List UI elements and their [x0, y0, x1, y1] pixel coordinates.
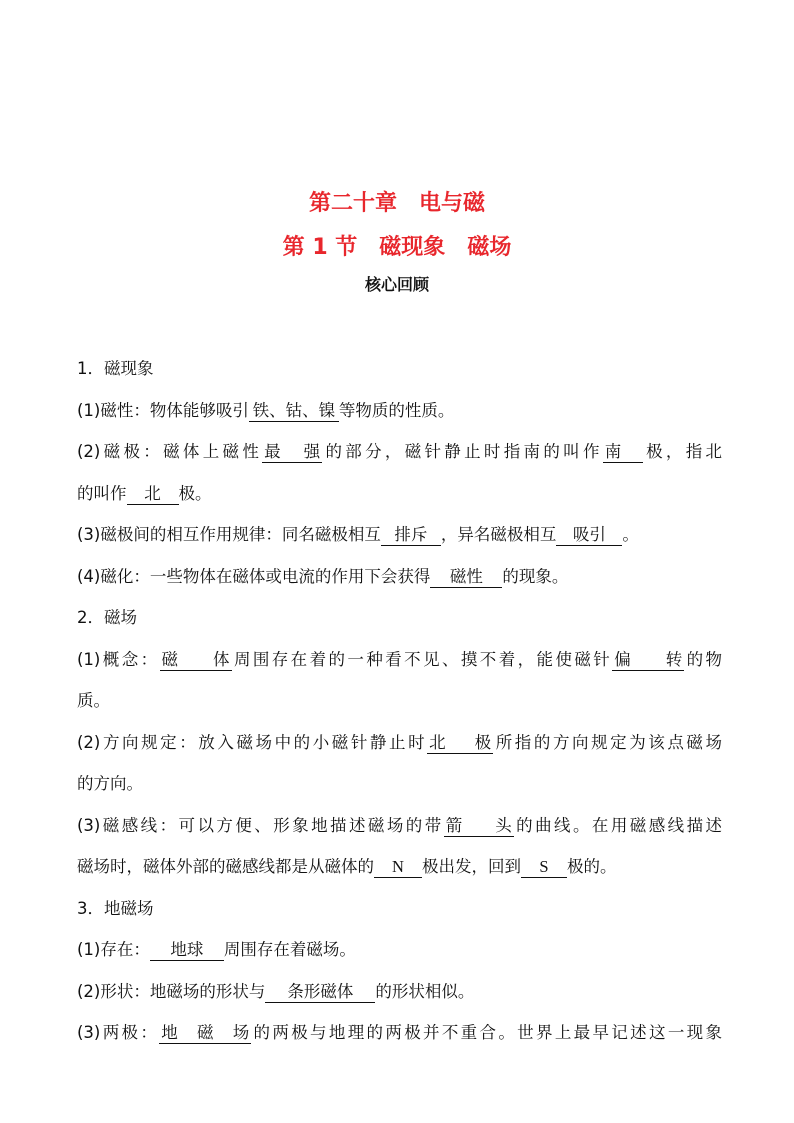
item-text: 周围存在着的一种看不见、摸不着，能使磁针 [231, 649, 613, 669]
item-concept [77, 639, 722, 681]
answer-blank: S [521, 857, 567, 878]
answer-blank: 磁体 [161, 649, 230, 669]
chapter-title [0, 186, 794, 217]
item-text: (3)磁极间的相互作用规律：同名磁极相互 [77, 525, 381, 544]
item-magnetism [77, 390, 722, 432]
item-concept-cont: 质。 [77, 691, 110, 710]
section-heading-3: 3．地磁场 [77, 898, 154, 918]
answer-blank: N [374, 857, 422, 878]
item-text: (2)方向规定：放入磁场中的小磁针静止时 [77, 732, 428, 752]
item-existence [77, 929, 722, 971]
content-body [77, 348, 722, 1054]
item-text: (3)磁感线：可以方便、形象地描述磁场的带 [77, 815, 444, 835]
item-direction [77, 722, 722, 764]
review-heading: 核心回顾 [364, 275, 429, 294]
item-text: (3)两极： [77, 1023, 160, 1042]
item-text: 极，指北 [642, 442, 723, 461]
answer-blank: 箭头 [445, 815, 512, 835]
item-magnetization [77, 556, 722, 598]
chapter-number: 第二十章 [308, 191, 397, 216]
item-field-lines-cont [77, 846, 722, 888]
item-text: 所指的方向规定为该点磁场 [493, 732, 723, 752]
section-topic-b: 磁场 [467, 235, 512, 260]
answer-blank: 地磁场 [161, 1023, 250, 1042]
item-text: (1)磁性：物体能够吸引 [77, 400, 249, 420]
item-text: ，异名磁极相互 [440, 525, 557, 544]
answer-blank: 铁、钴、镍 [249, 401, 339, 422]
item-text: 极。 [178, 483, 212, 503]
item-text: 。 [622, 525, 639, 544]
item-pole-interaction [77, 514, 722, 556]
item-shape [77, 971, 722, 1013]
answer-blank: 最强 [264, 442, 321, 461]
item-text: 的两极与地理的两极并不重合。世界上最早记述这一现象 [251, 1023, 723, 1042]
item-text: (1)概念： [77, 649, 160, 669]
item-text: 极的。 [567, 857, 617, 876]
item-direction-cont: 的方向。 [77, 774, 143, 793]
item-text: 的现象。 [502, 566, 569, 586]
item-magnetic-pole-cont [77, 473, 722, 515]
section-title [0, 230, 794, 261]
section-heading-2: 2．磁场 [77, 608, 137, 627]
item-text: 的形状相似。 [375, 981, 475, 1001]
item-text: (2)磁极：磁体上磁性 [77, 442, 263, 461]
item-text: 等物质的性质。 [338, 400, 455, 420]
answer-blank: 北极 [429, 732, 492, 752]
item-text: 的物 [684, 649, 723, 669]
answer-blank: 北 [127, 484, 179, 505]
item-text: 周围存在着磁场。 [223, 940, 356, 959]
section-heading-1: 1．磁现象 [77, 359, 154, 378]
item-text: 的部分，磁针静止时指南的叫作 [322, 442, 603, 461]
item-two-poles [77, 1012, 722, 1054]
item-text: (2)形状：地磁场的形状与 [77, 981, 266, 1001]
item-magnetic-pole [77, 431, 722, 473]
item-text: 的叫作 [77, 483, 127, 503]
answer-blank: 南 [603, 442, 643, 463]
item-text: 极出发，回到 [422, 857, 521, 876]
section-topic-a: 磁现象 [379, 235, 446, 260]
answer-blank: 地球 [150, 940, 224, 961]
item-text: (1)存在： [77, 940, 150, 959]
answer-blank: 吸引 [556, 525, 622, 546]
item-text: 的曲线。在用磁感线描述 [513, 815, 722, 835]
item-text: 磁场时，磁体外部的磁感线都是从磁体的 [77, 857, 374, 876]
answer-blank: 条形磁体 [265, 982, 375, 1003]
item-text: (4)磁化：一些物体在磁体或电流的作用下会获得 [77, 566, 431, 586]
chapter-topic: 电与磁 [419, 191, 486, 216]
answer-blank: 偏转 [614, 649, 683, 669]
answer-blank: 磁性 [430, 567, 502, 588]
answer-blank: 排斥 [381, 525, 441, 546]
item-field-lines [77, 805, 722, 847]
section-number: 第 1 节 [282, 235, 358, 260]
